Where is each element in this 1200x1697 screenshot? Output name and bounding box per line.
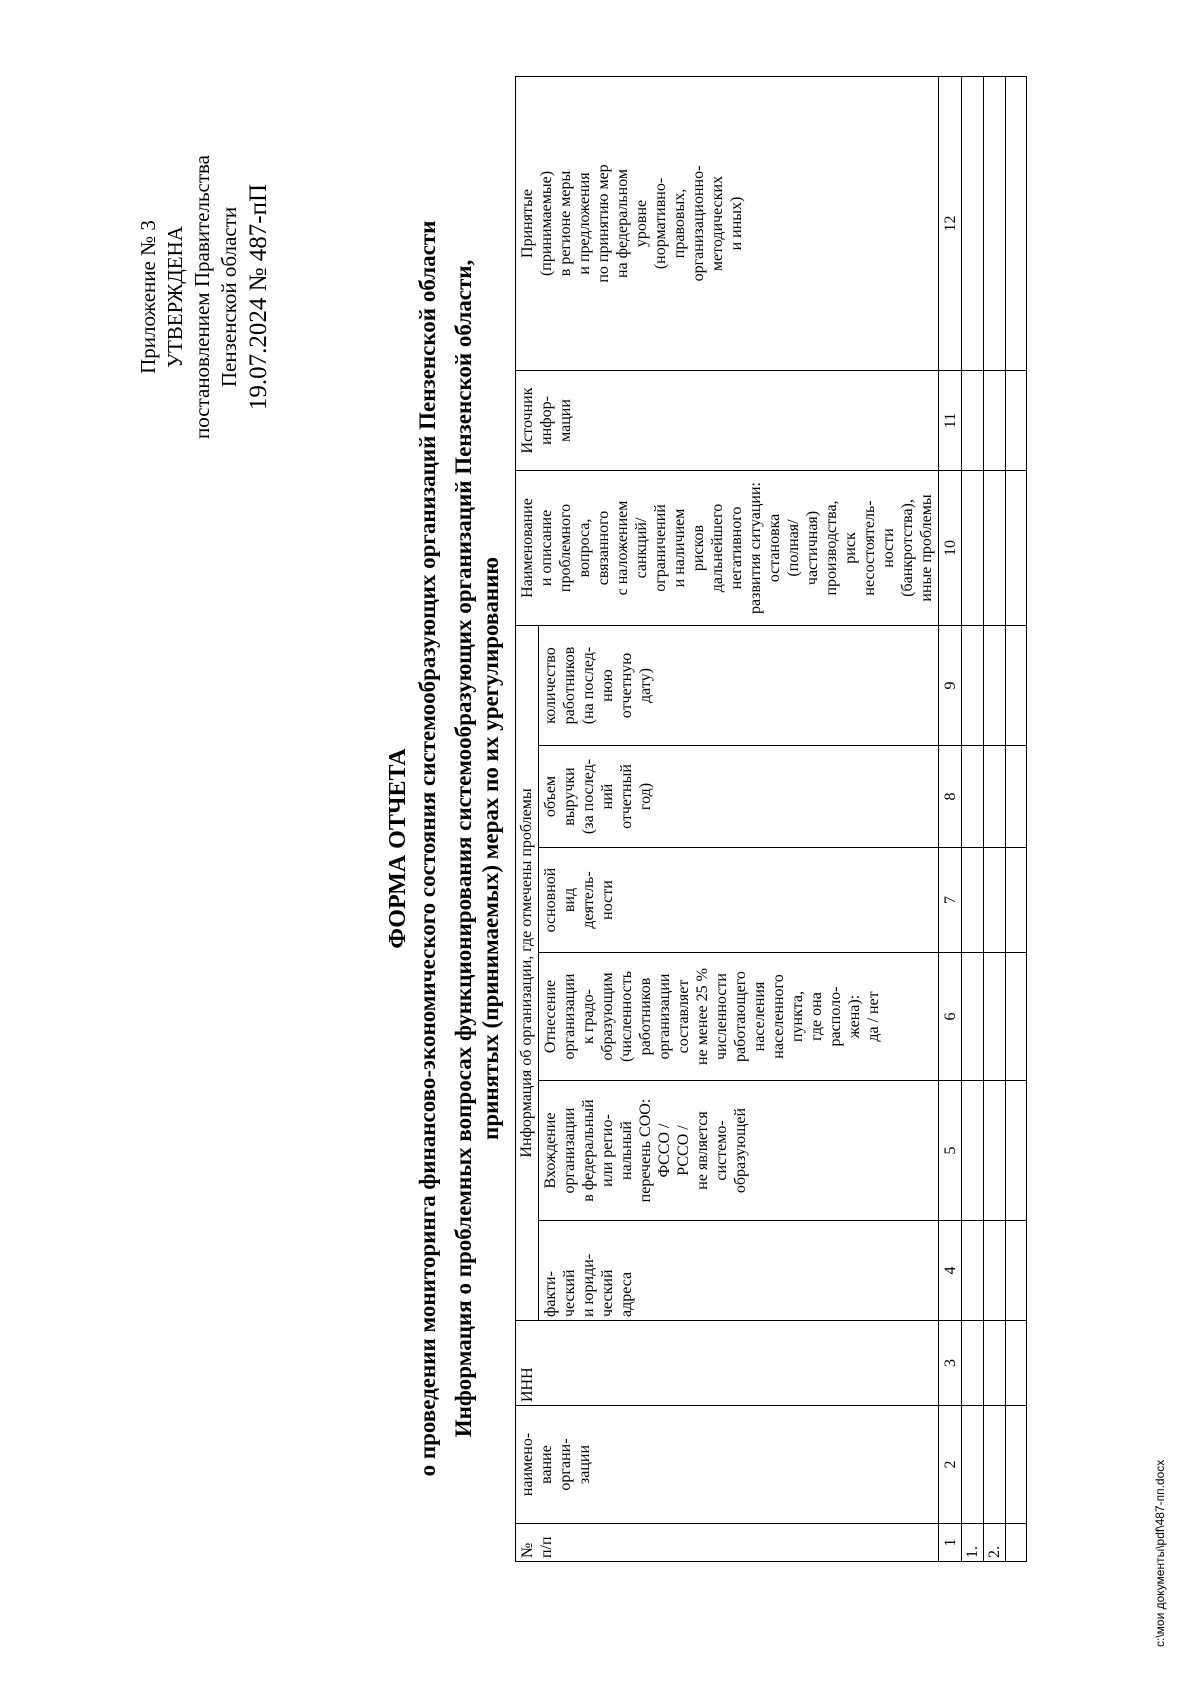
approved-label: УТВЕРЖДЕНА <box>163 226 187 368</box>
table-cell <box>1006 625 1027 745</box>
group-header-cell: Информация об организации, где отмечены проблемы <box>516 625 539 1320</box>
table-cell <box>962 1081 984 1221</box>
table-cell <box>984 1221 1006 1321</box>
table-cell <box>1006 1406 1027 1524</box>
table-row <box>962 76 984 1561</box>
table-cell <box>962 370 984 470</box>
header-cell-9: количество работников (на послед- нюю отчетную дату) <box>539 625 939 745</box>
column-number: 5 <box>939 1081 962 1221</box>
table-cell <box>962 1221 984 1321</box>
header-row-1 <box>516 76 539 1561</box>
report-table <box>515 76 1027 1562</box>
header-cell-2: наимено- вание органи- зации <box>516 1406 939 1524</box>
file-path-footer: c:\мои документы\pdf\487-пп.docx <box>1153 1459 1167 1647</box>
table-cell <box>984 953 1006 1081</box>
column-number: 9 <box>939 625 962 745</box>
row-number: 1. <box>962 1524 984 1562</box>
table-cell <box>984 1406 1006 1524</box>
table-cell <box>1006 470 1027 625</box>
table-cell <box>1006 1321 1027 1406</box>
table-cell <box>1006 848 1027 953</box>
header-cell-7: основной вид деятель- ности <box>539 848 939 953</box>
table-cell <box>984 76 1006 370</box>
approved-by: постановлением Правительства <box>190 155 214 440</box>
table-cell <box>984 625 1006 745</box>
info-title-line1: Информация о проблемных вопросах функционирования системообразующих организаций Пензенской области, <box>451 259 476 1438</box>
header-cell-3: ИНН <box>516 1321 939 1406</box>
column-number: 10 <box>939 470 962 625</box>
header-cell-10: Наименование и описание проблемного вопроса, связанного с наложением санкций/ ограничений и наличием рисков дальнейшего негативного развития ситуации: остановка (полная/ частичная) производства, риск несостоятель- ности (банкротства), иные проблемы <box>516 470 939 625</box>
form-title: ФОРМА ОТЧЕТА <box>385 748 411 949</box>
column-number: 1 <box>939 1524 962 1562</box>
header-cell-8: объем выручки (за послед- ний отчетный год) <box>539 746 939 848</box>
table-cell <box>962 953 984 1081</box>
table-cell <box>962 1406 984 1524</box>
header-cell-1: № п/п <box>516 1524 939 1562</box>
table-cell <box>962 746 984 848</box>
table-cell <box>984 1081 1006 1221</box>
column-number: 2 <box>939 1406 962 1524</box>
column-number: 11 <box>939 370 962 470</box>
header-cell-12: Принятые (принимаемые) в регионе меры и предложения по принятию мер на федеральном уровне (нормативно- правовых, организационно- методических и иных) <box>516 76 939 370</box>
table-cell <box>962 625 984 745</box>
column-number: 7 <box>939 848 962 953</box>
table-cell <box>984 470 1006 625</box>
table-cell <box>1006 1221 1027 1321</box>
column-numbers-row <box>939 76 962 1561</box>
table-cell <box>1006 76 1027 370</box>
table-cell <box>962 470 984 625</box>
approval-block <box>135 117 275 477</box>
table-cell <box>984 370 1006 470</box>
region-name: Пензенской области <box>217 206 241 388</box>
form-subtitle: о проведении мониторинга финансово-экономического состояния системообразующих организаций Пензенской области <box>415 220 440 1477</box>
table-cell <box>962 848 984 953</box>
table-cell <box>984 848 1006 953</box>
header-cell-11: Источник инфор- мации <box>516 370 939 470</box>
table-cell <box>984 1321 1006 1406</box>
column-number: 4 <box>939 1221 962 1321</box>
table-cell <box>1006 1081 1027 1221</box>
table-cell <box>1006 746 1027 848</box>
column-number: 12 <box>939 76 962 370</box>
table-cell <box>962 1321 984 1406</box>
table-cell <box>962 76 984 370</box>
table-row <box>1006 76 1027 1561</box>
table-row <box>984 76 1006 1561</box>
table-cell <box>1006 1524 1027 1562</box>
table-cell <box>984 746 1006 848</box>
column-number: 6 <box>939 953 962 1081</box>
row-number: 2. <box>984 1524 1006 1562</box>
header-cell-4: факти- ческий и юриди- ческий адреса <box>539 1221 939 1321</box>
info-title-line2: принятых (принимаемых) мерах по их урегулированию <box>478 557 503 1140</box>
header-cell-6: Отнесение организации к градо- образующим (численность работников организации составляет не менее 25 % численности работающего населения населенного пункта, где она располо- жена): да / нет <box>539 953 939 1081</box>
header-cell-5: Вхождение организации в федеральный или регио- нальный перечень СОО: ФССО / РССО / не является системо- образующей <box>539 1081 939 1221</box>
report-table-wrapper <box>515 77 1027 1562</box>
resolution-date-number: 19.07.2024 № 487-пП <box>245 183 272 411</box>
table-cell <box>1006 370 1027 470</box>
column-number: 8 <box>939 746 962 848</box>
appendix-number: Приложение № 3 <box>136 220 160 374</box>
table-cell <box>1006 953 1027 1081</box>
column-number: 3 <box>939 1321 962 1406</box>
info-title <box>450 0 504 1697</box>
